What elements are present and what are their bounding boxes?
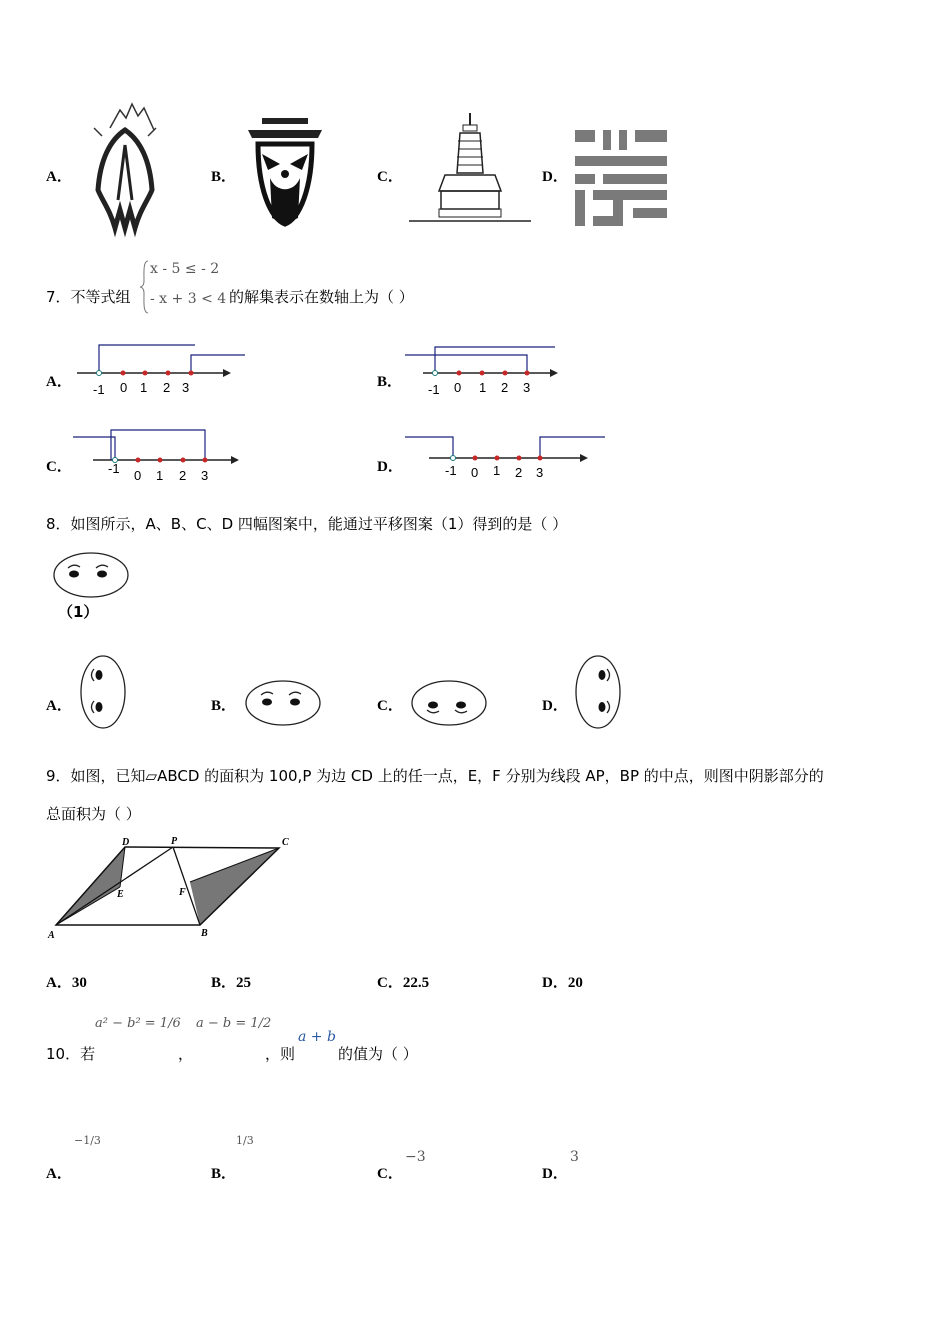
tick-label: 3	[182, 380, 190, 395]
q10-option-b-label: B．	[211, 1166, 237, 1182]
q9-option-a-label: A．	[46, 975, 72, 991]
face-option-d	[575, 655, 625, 733]
tick-label: -1	[445, 463, 457, 478]
tick-label: 2	[501, 380, 509, 395]
brace-icon	[140, 259, 150, 315]
q10-number: 10．若	[46, 1045, 96, 1063]
face-option-a	[80, 655, 130, 733]
q10-condition-1: a² − b² = 1/6	[95, 1016, 181, 1031]
q7-number-line-d	[405, 425, 615, 485]
figure-1-caption: （1）	[58, 603, 99, 621]
q7-option-b-label: B．	[377, 374, 403, 390]
q10-option-a-value: −1/3	[74, 1134, 101, 1147]
point-label-d: D	[122, 837, 130, 848]
bird-totem-icon	[80, 100, 170, 230]
tick-label: 2	[179, 468, 187, 483]
q6-option-a-label: A．	[46, 169, 72, 185]
q10-expression: a + b	[298, 1029, 336, 1045]
q9-option-b-label: B．	[211, 975, 237, 991]
maze-pattern-icon	[573, 130, 673, 230]
q6-option-b-label: B．	[211, 169, 237, 185]
tick-label: 2	[163, 380, 171, 395]
q9-option-d-value: 20	[567, 975, 583, 991]
q10-option-b-value: 1/3	[236, 1134, 254, 1147]
tick-label: 0	[120, 380, 128, 395]
tick-label: 0	[134, 468, 142, 483]
q9-option-d-label: D．	[542, 975, 568, 991]
q8-option-a-label: A．	[46, 698, 72, 714]
q6-option-c-label: C．	[377, 169, 403, 185]
point-label-f: F	[179, 887, 186, 898]
face-option-c	[411, 680, 491, 728]
q10-comma: ，	[178, 1045, 194, 1063]
q7-option-a-label: A．	[46, 374, 72, 390]
q9-option-b-value: 25	[236, 975, 252, 991]
q10-option-a-label: A．	[46, 1166, 72, 1182]
tick-label: 0	[471, 465, 479, 480]
point-label-b: B	[201, 928, 208, 939]
point-label-e: E	[117, 889, 124, 900]
tick-label: 1	[479, 380, 487, 395]
q6-option-d-label: D．	[542, 169, 568, 185]
tick-label: 1	[493, 463, 501, 478]
q10-suffix: 的值为（ ）	[338, 1045, 418, 1063]
q7-inequality-1: x - 5 ≤ - 2	[150, 261, 220, 277]
q8-option-b-label: B．	[211, 698, 237, 714]
q9-option-c-value: 22.5	[402, 975, 430, 991]
pagoda-icon	[405, 113, 535, 228]
q10-option-d-value: 3	[570, 1149, 579, 1165]
opera-mask-icon	[240, 118, 330, 228]
point-label-a: A	[48, 930, 55, 941]
q9-text-line-1: 9．如图，已知▱ABCD 的面积为 100,P 为边 CD 上的任一点，E，F 分别为线段 AP，BP 的中点，则图中阴影部分的	[46, 767, 824, 785]
q7-number-line-a	[75, 340, 255, 400]
tick-label: -1	[93, 382, 105, 397]
q7-option-d-label: D．	[377, 459, 403, 475]
q7-suffix: 的解集表示在数轴上为（ ）	[229, 288, 414, 306]
tick-label: 2	[515, 465, 523, 480]
q8-option-d-label: D．	[542, 698, 568, 714]
q10-option-c-value: −3	[405, 1149, 426, 1165]
q10-option-d-label: D．	[542, 1166, 568, 1182]
q9-option-a-value: 30	[71, 975, 87, 991]
q7-option-c-label: C．	[46, 459, 72, 475]
face-option-b	[245, 680, 325, 728]
q7-inequality-2: - x + 3 < 4	[150, 291, 227, 307]
q8-text: 8．如图所示，A、B、C、D 四幅图案中，能通过平移图案（1）得到的是（ ）	[46, 515, 568, 533]
tick-label: -1	[108, 461, 120, 476]
q9-option-c-label: C．	[377, 975, 403, 991]
tick-label: -1	[428, 382, 440, 397]
tick-label: 3	[523, 380, 531, 395]
q7-prefix: 不等式组	[70, 288, 131, 306]
q10-condition-2: a − b = 1/2	[196, 1016, 272, 1031]
point-label-c: C	[282, 837, 289, 848]
face-figure-1	[54, 552, 134, 600]
q8-option-c-label: C．	[377, 698, 403, 714]
q10-then: ，则	[265, 1045, 296, 1063]
tick-label: 3	[201, 468, 209, 483]
tick-label: 3	[536, 465, 544, 480]
point-label-p: P	[171, 836, 178, 847]
tick-label: 1	[140, 380, 148, 395]
q7-number: 7．	[46, 288, 71, 306]
q7-number-line-b	[405, 340, 565, 400]
q7-number-line-c	[73, 425, 253, 485]
q9-text-line-2: 总面积为（ ）	[46, 805, 141, 823]
tick-label: 1	[156, 468, 164, 483]
tick-label: 0	[454, 380, 462, 395]
parallelogram-figure	[45, 832, 305, 947]
q10-option-c-label: C．	[377, 1166, 403, 1182]
